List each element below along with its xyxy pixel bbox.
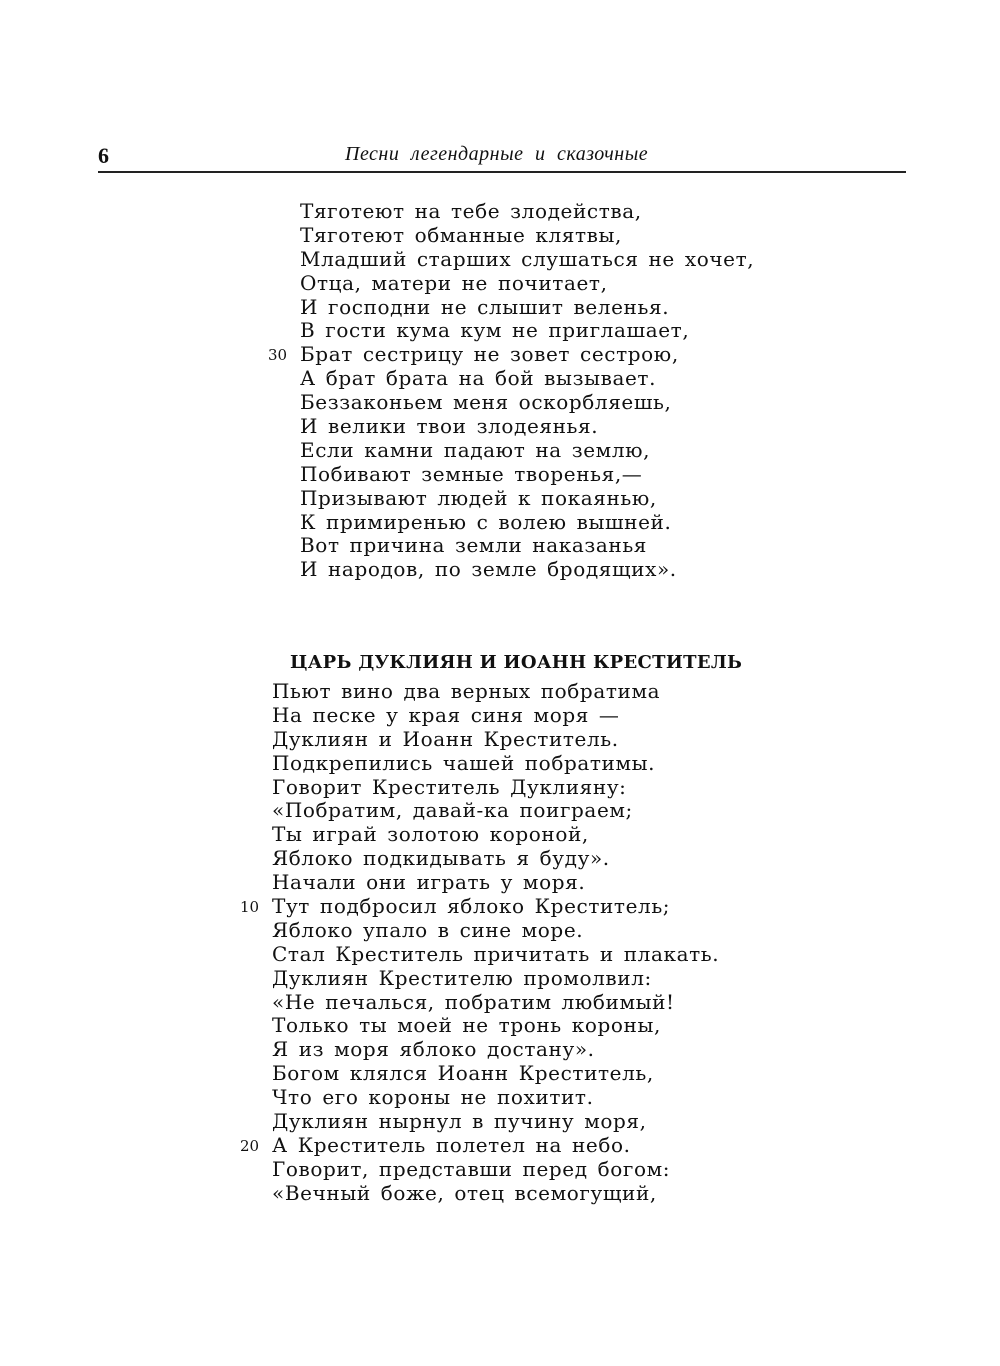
verse-text: Яблоко упало в сине море.	[272, 917, 584, 942]
verse-line	[300, 319, 754, 343]
verse-text: Дуклиян нырнул в пучину моря,	[272, 1109, 647, 1134]
verse-text: А Креститель полетел на небо.	[272, 1132, 631, 1157]
verse-text: На песке у края синя моря —	[272, 702, 620, 727]
verse-text: И народов, по земле бродящих».	[300, 557, 677, 582]
verse-text: Дуклиян Крестителю промолвил:	[272, 965, 652, 990]
verse-line	[272, 847, 719, 871]
verse-text: К примиренью с волею вышней.	[300, 509, 672, 534]
page-number: 6	[98, 143, 109, 168]
running-head: Песни легендарные и сказочные	[345, 143, 649, 165]
verse-line	[300, 200, 754, 224]
verse-line	[240, 1132, 719, 1158]
verse-line	[272, 1110, 719, 1134]
verse-line	[272, 1086, 719, 1110]
verse-text: Если камни падают на землю,	[300, 437, 651, 462]
verse-line	[272, 680, 719, 704]
verse-line	[272, 1158, 719, 1182]
verse-text: Брат сестрицу не зовет сестрою,	[300, 342, 679, 367]
poem-title: ЦАРЬ ДУКЛИЯН И ИОАНН КРЕСТИТЕЛЬ	[290, 651, 743, 673]
new-poem-verses	[240, 679, 720, 1206]
verse-line	[300, 272, 754, 296]
verse-line	[272, 1182, 719, 1206]
verse-line	[272, 1062, 719, 1086]
verse-text: Младший старших слушаться не хочет,	[300, 246, 755, 271]
verse-text: Богом клялся Иоанн Креститель,	[272, 1061, 654, 1086]
verse-text: Яблоко подкидывать я буду».	[272, 846, 610, 871]
verse-text: В гости кума кум не приглашает,	[300, 318, 690, 343]
verse-line	[300, 415, 754, 439]
verse-line	[300, 248, 754, 272]
verse-line	[272, 1038, 719, 1062]
verse-text: Что его короны не похитит.	[272, 1085, 594, 1110]
verse-text: «Вечный боже, отец всемогущий,	[272, 1180, 657, 1205]
verse-line	[300, 558, 754, 582]
verse-line	[272, 1014, 719, 1038]
verse-line	[300, 487, 754, 511]
poem-continued-verses	[268, 199, 755, 582]
verse-line	[300, 296, 754, 320]
verse-line	[300, 367, 754, 391]
verse-line	[272, 776, 719, 800]
verse-text: Тяготеют обманные клятвы,	[300, 222, 622, 247]
verse-line	[272, 823, 719, 847]
verse-text: Стал Креститель причитать и плакать.	[272, 941, 720, 966]
verse-text: Беззаконьем меня оскорбляешь,	[300, 390, 672, 415]
verse-text: Начали они играть у моря.	[272, 870, 586, 895]
verse-text: Говорит, представши перед богом:	[272, 1156, 671, 1181]
header-divider	[98, 171, 906, 173]
verse-line	[300, 391, 754, 415]
verse-line	[300, 224, 754, 248]
line-number: 10	[240, 898, 260, 917]
verse-text: Призывают людей к покаянью,	[300, 485, 657, 510]
verse-line	[272, 967, 719, 991]
verse-text: Подкрепились чашей побратимы.	[272, 750, 656, 775]
verse-line	[300, 439, 754, 463]
verse-line	[272, 752, 719, 776]
verse-text: Говорит Креститель Дуклияну:	[272, 774, 627, 799]
verse-line	[268, 342, 754, 367]
verse-line	[272, 871, 719, 895]
verse-text: Вот причина земли наказанья	[300, 533, 648, 558]
verse-line	[272, 704, 719, 728]
verse-line	[300, 534, 754, 558]
verse-text: Отца, матери не почитает,	[300, 270, 608, 295]
verse-text: Тяготеют на тебе злодейства,	[300, 199, 642, 223]
verse-line	[240, 894, 719, 919]
verse-line	[300, 463, 754, 487]
verse-text: И велики твои злодеянья.	[300, 414, 599, 439]
verse-text: Я из моря яблоко достану».	[272, 1037, 595, 1062]
verse-text: Пьют вино два верных побратима	[272, 679, 661, 703]
verse-text: «Побратим, давай-ка поиграем;	[272, 798, 633, 823]
verse-text: Побивают земные творенья,—	[300, 461, 643, 486]
verse-text: Дуклиян и Иоанн Креститель.	[272, 726, 619, 751]
verse-line	[272, 919, 719, 943]
verse-text: «Не печалься, побратим любимый!	[272, 989, 675, 1014]
verse-line	[272, 991, 719, 1015]
line-number: 30	[268, 346, 288, 365]
verse-text: А брат брата на бой вызывает.	[300, 366, 657, 391]
verse-text: Ты играй золотою короной,	[272, 822, 589, 847]
verse-line	[272, 943, 719, 967]
verse-text: Тут подбросил яблоко Креститель;	[272, 894, 671, 919]
verse-line	[272, 799, 719, 823]
verse-text: Только ты моей не тронь короны,	[272, 1013, 661, 1038]
verse-line	[272, 728, 719, 752]
verse-text: И господни не слышит веленья.	[300, 294, 670, 319]
line-number: 20	[240, 1136, 260, 1155]
verse-line	[300, 511, 754, 535]
